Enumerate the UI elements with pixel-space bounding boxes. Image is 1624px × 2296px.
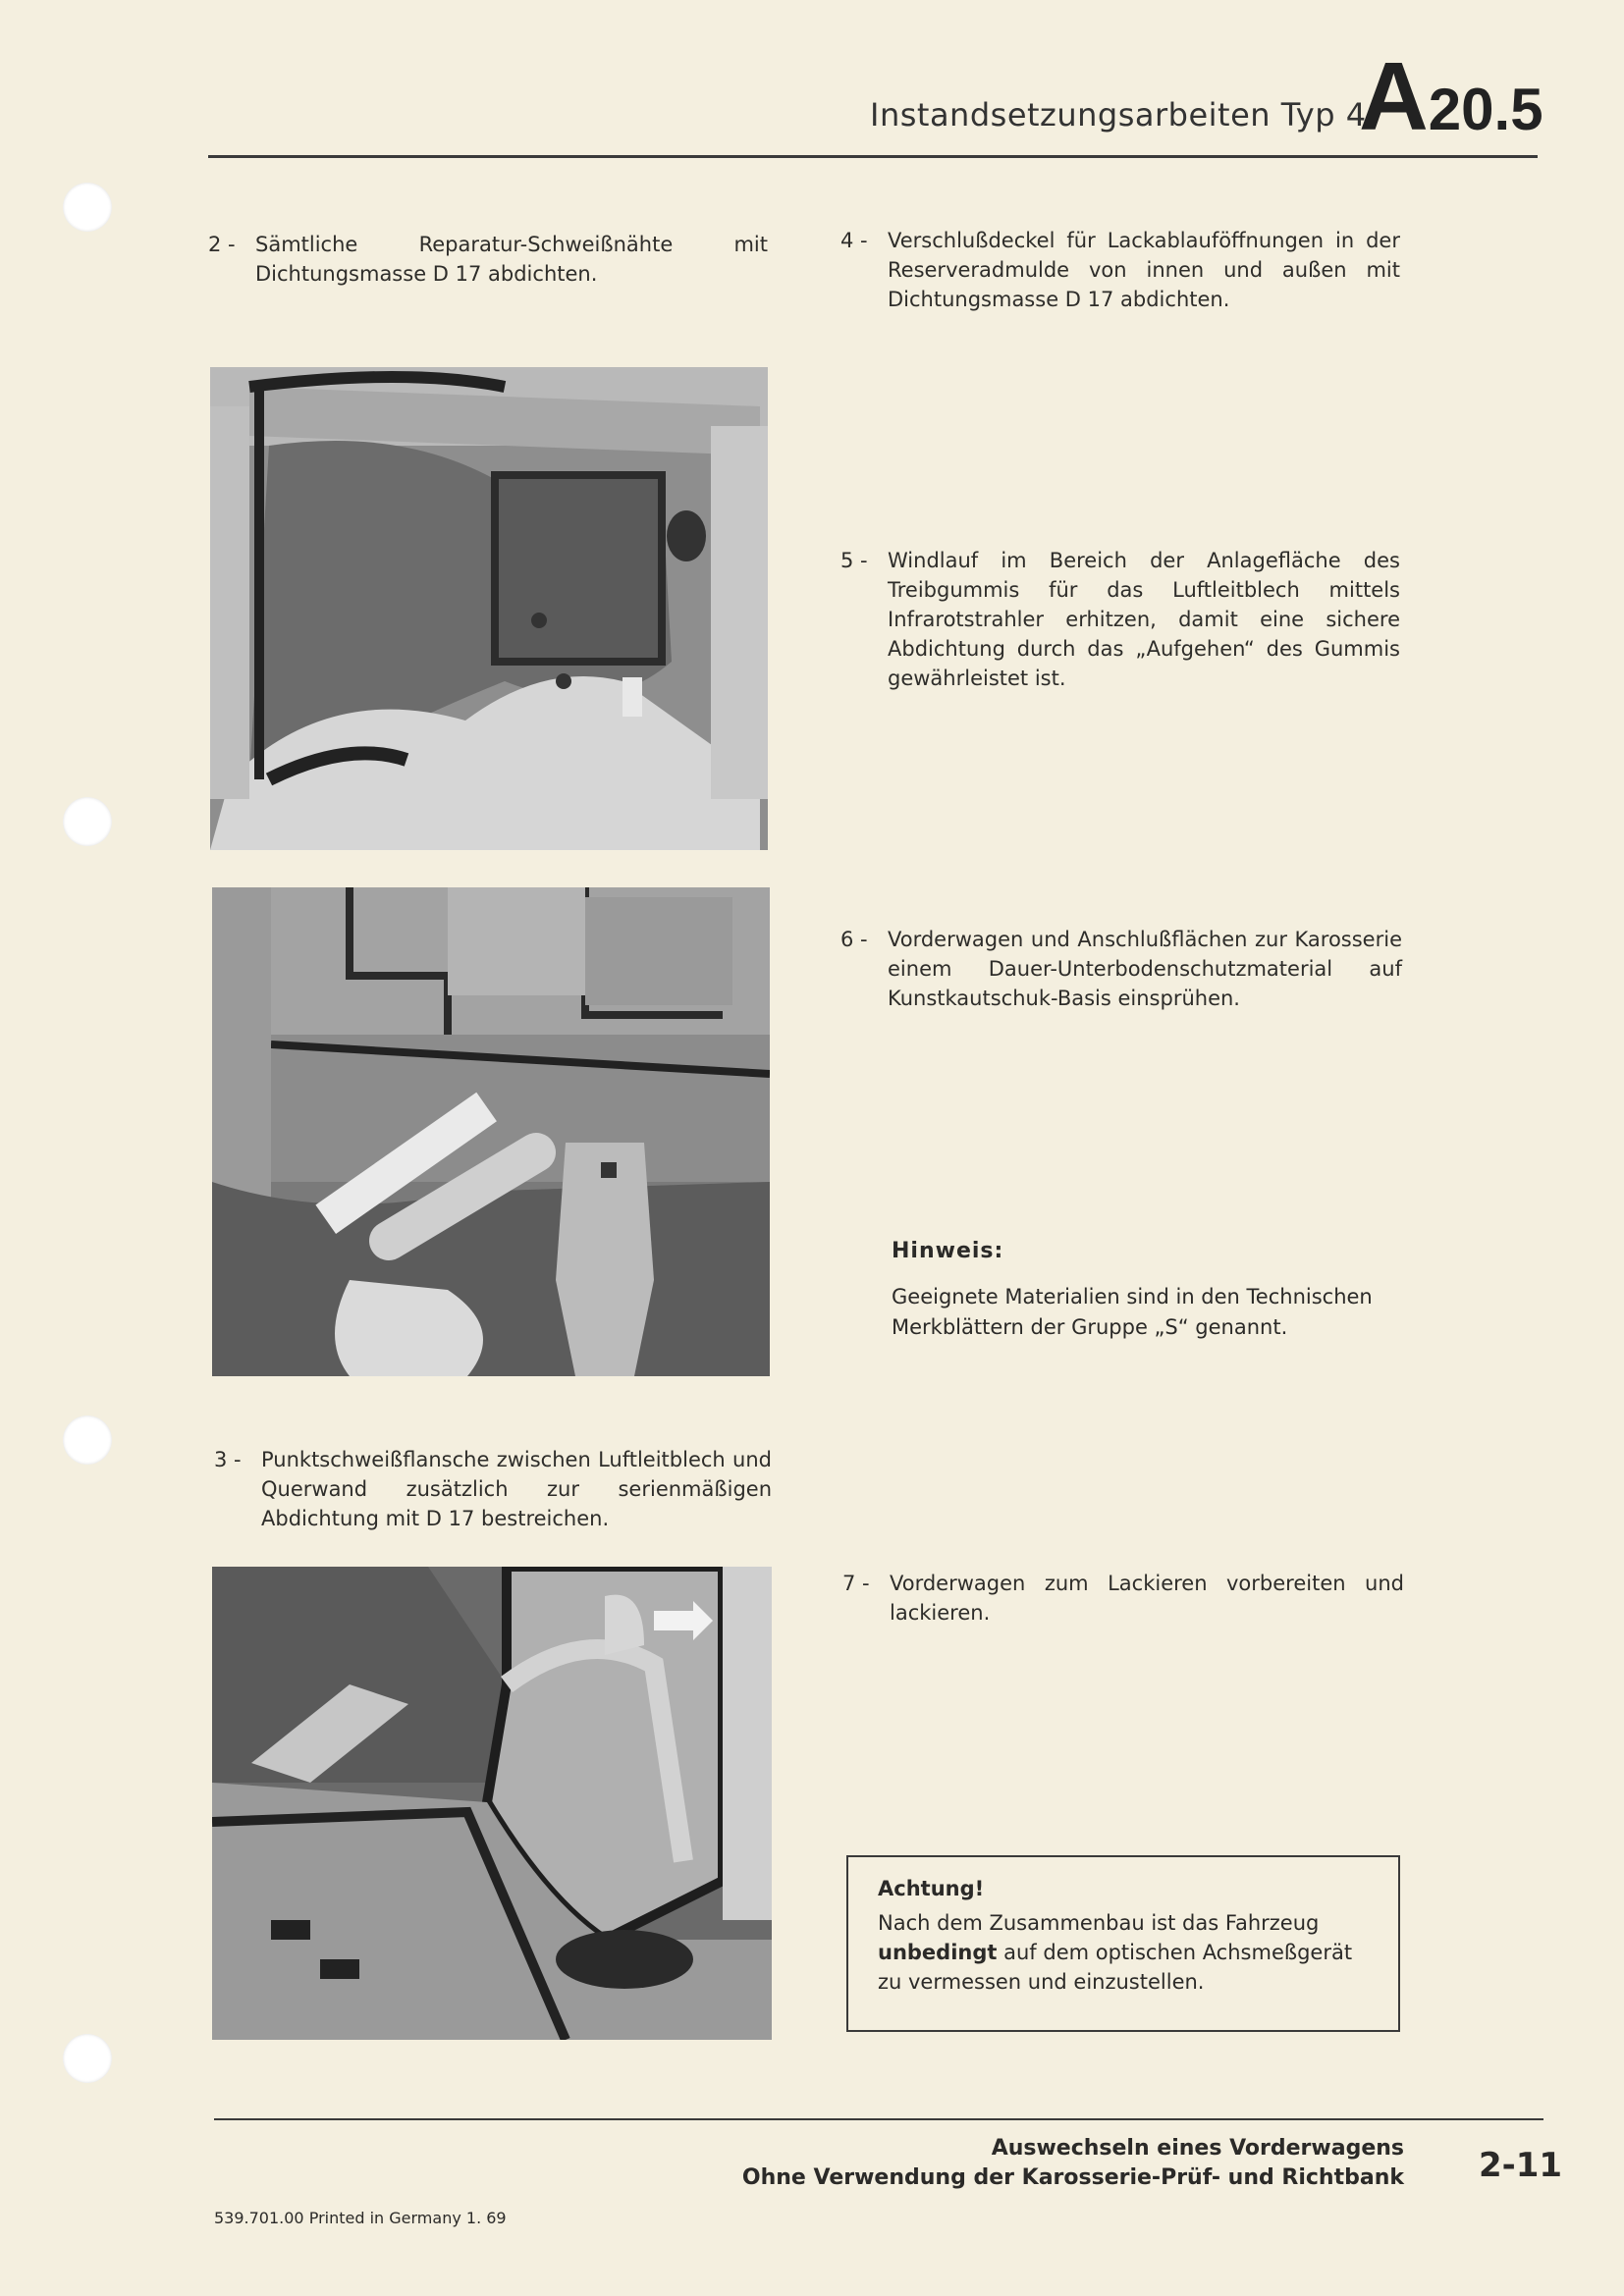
photo-sealing-application <box>212 887 770 1376</box>
print-info: 539.701.00 Printed in Germany 1. 69 <box>214 2209 507 2227</box>
step-number: 6 - <box>840 928 868 951</box>
step-number: 7 - <box>842 1572 870 1595</box>
note-text: Geeignete Materialien sind in den Technischen Merkblättern der Gruppe „S“ genannt. <box>892 1285 1373 1339</box>
step-3 <box>214 1445 772 1533</box>
warning-box <box>846 1855 1400 2032</box>
step-text: Sämtliche Reparatur-Schweißnähte mit Dichtungsmasse D 17 abdichten. <box>255 233 768 286</box>
warning-title: Achtung! <box>878 1877 985 1900</box>
footer-subtitle: Ohne Verwendung der Karosserie-Prüf- und Richtbank <box>741 2165 1404 2190</box>
step-4 <box>840 226 1400 314</box>
punch-hole <box>63 2034 112 2083</box>
footer-title: Auswechseln eines Vorderwagens <box>991 2136 1404 2161</box>
footer-rule <box>214 2118 1543 2120</box>
section-code-letter: A <box>1359 42 1429 150</box>
punch-hole <box>63 183 112 232</box>
punch-hole <box>63 1415 112 1465</box>
step-text: Vorderwagen zum Lackieren vorbereiten und lackieren. <box>890 1572 1404 1625</box>
punch-hole <box>63 797 112 846</box>
step-number: 2 - <box>208 233 236 256</box>
photo-wheel-housing <box>210 367 768 850</box>
section-code-number: 20.5 <box>1428 77 1543 142</box>
warning-text-part: auf dem optischen Achsmeßgerät zu vermessen und einzustellen. <box>878 1941 1353 1994</box>
step-7 <box>842 1569 1404 1628</box>
step-text: Vorderwagen und Anschlußflächen zur Karosserie einem Dauer-Unterbodenschutzmaterial auf Kunstkautschuk-Basis einsprühen. <box>888 928 1402 1010</box>
section-code <box>1359 41 1543 152</box>
step-text: Verschlußdeckel für Lackablauföffnungen in der Reserveradmulde von innen und außen mit Dichtungsmasse D 17 abdichten. <box>888 229 1400 311</box>
step-number: 5 - <box>840 549 868 572</box>
step-2 <box>208 230 768 289</box>
step-number: 3 - <box>214 1448 242 1471</box>
warning-text-part: Nach dem Zusammenbau ist das Fahrzeug <box>878 1911 1320 1935</box>
page-number: 2-11 <box>1479 2146 1563 2185</box>
warning-text-emphasis: unbedingt <box>878 1941 998 1964</box>
step-6 <box>840 925 1402 1013</box>
step-text: Punktschweißflansche zwischen Luftleitblech und Querwand zusätzlich zur serienmäßigen Abdichtung mit D 17 bestreichen. <box>261 1448 772 1530</box>
step-5 <box>840 546 1400 693</box>
section-title: Instandsetzungsarbeiten Typ 4 <box>870 96 1367 133</box>
warning-text <box>878 1908 1369 1997</box>
step-text: Windlauf im Bereich der Anlagefläche des Treibgummis für das Luftleitblech mittels Infrarotstrahler erhitzen, damit eine sichere Abdichtung durch das „Aufgehen“ des Gummis gewährleistet ist. <box>888 549 1400 690</box>
step-number: 4 - <box>840 229 868 252</box>
photo-flange <box>212 1567 772 2040</box>
header-rule <box>208 155 1538 158</box>
note-title: Hinweis: <box>892 1239 1004 1263</box>
